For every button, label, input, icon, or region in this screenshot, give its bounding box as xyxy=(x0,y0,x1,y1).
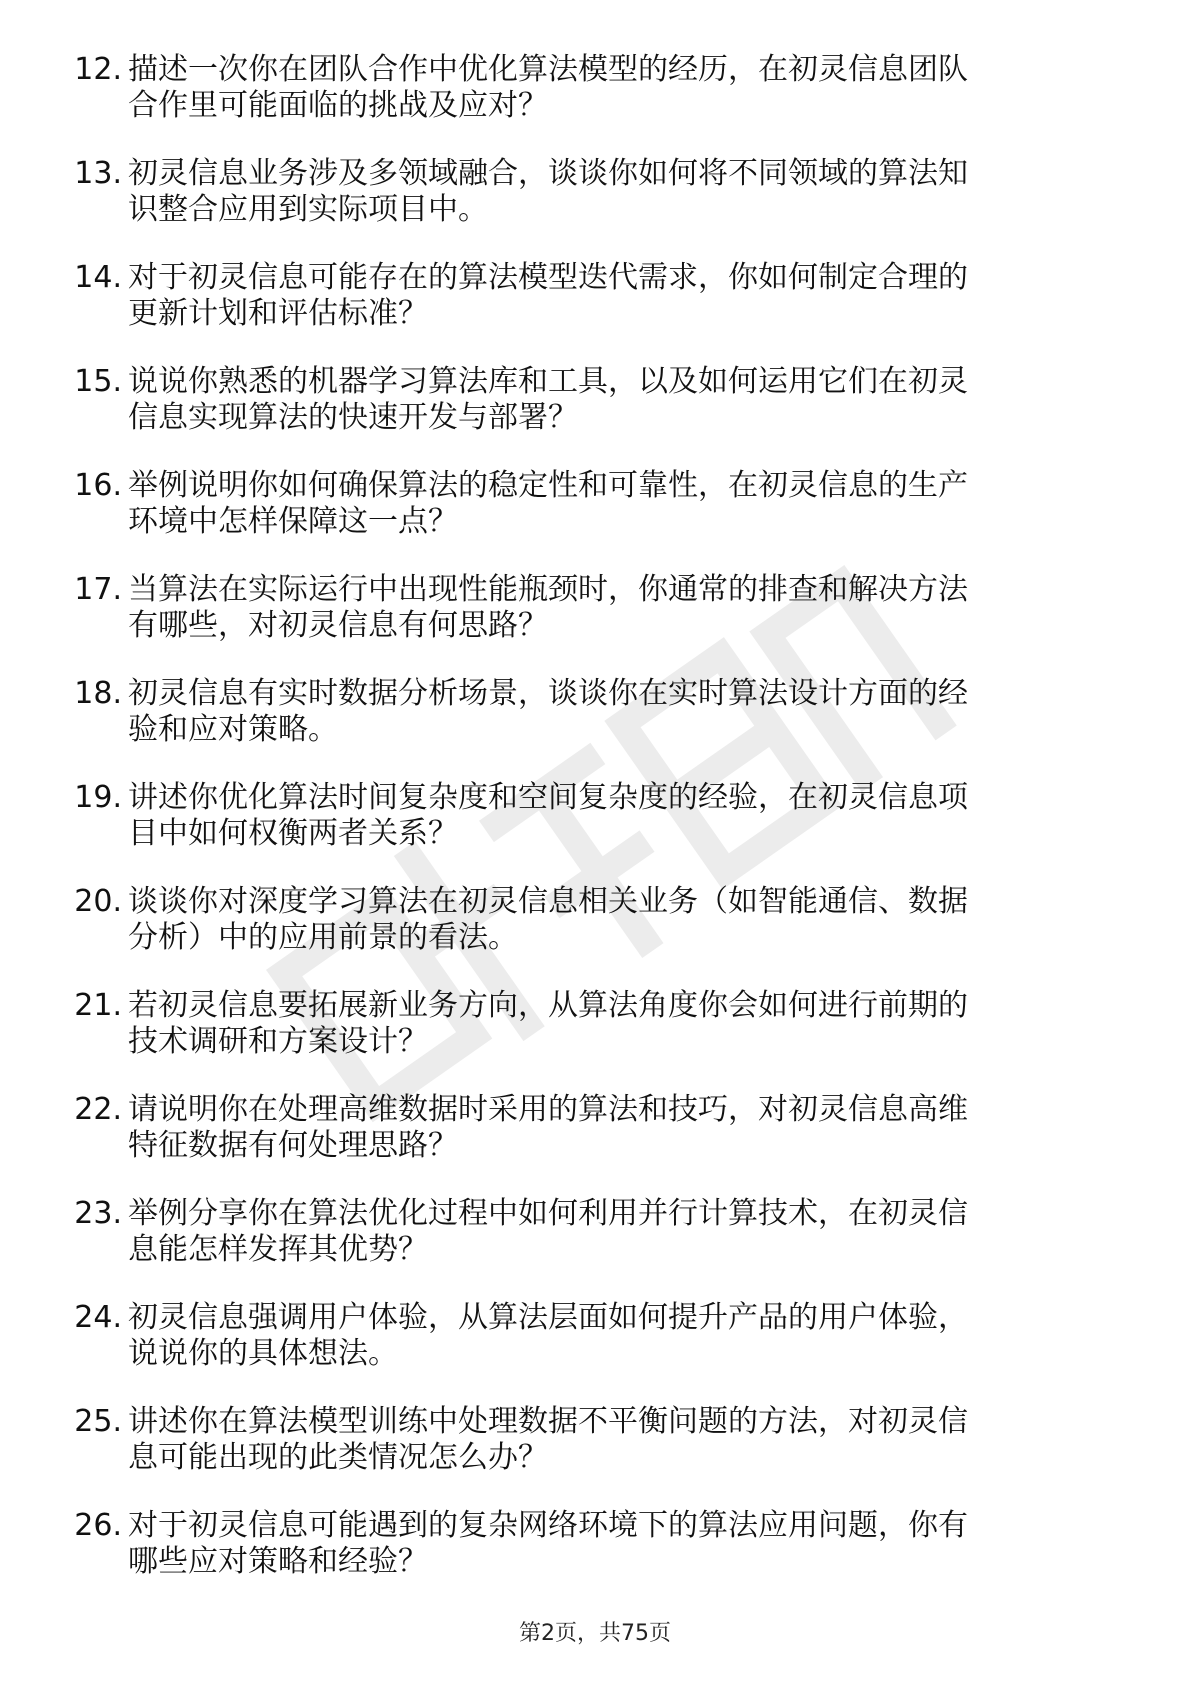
question-line: 初灵信息业务涉及多领域融合，谈谈你如何将不同领域的算法知 xyxy=(128,156,968,191)
question-line: 信息实现算法的快速开发与部署？ xyxy=(128,400,578,435)
list-item xyxy=(0,260,1190,364)
question-number: 12. xyxy=(74,52,122,87)
question-text xyxy=(128,156,1108,228)
list-item xyxy=(0,1300,1190,1404)
question-line: 讲述你优化算法时间复杂度和空间复杂度的经验，在初灵信息项 xyxy=(128,780,968,815)
question-text xyxy=(128,676,1108,748)
list-item xyxy=(0,884,1190,988)
question-line: 分析）中的应用前景的看法。 xyxy=(128,920,518,955)
question-line: 息可能出现的此类情况怎么办？ xyxy=(128,1440,548,1475)
list-item xyxy=(0,676,1190,780)
question-line: 对于初灵信息可能遇到的复杂网络环境下的算法应用问题，你有 xyxy=(128,1508,968,1543)
list-item xyxy=(0,572,1190,676)
question-line: 更新计划和评估标准？ xyxy=(128,296,428,331)
list-item xyxy=(0,780,1190,884)
question-line: 有哪些，对初灵信息有何思路？ xyxy=(128,608,548,643)
question-text xyxy=(128,884,1108,956)
question-line: 特征数据有何处理思路？ xyxy=(128,1128,458,1163)
question-line: 谈谈你对深度学习算法在初灵信息相关业务（如智能通信、数据 xyxy=(128,884,968,919)
question-line: 息能怎样发挥其优势？ xyxy=(128,1232,428,1267)
question-line: 说说你的具体想法。 xyxy=(128,1336,398,1371)
question-number: 15. xyxy=(74,364,122,399)
list-item xyxy=(0,468,1190,572)
question-line: 描述一次你在团队合作中优化算法模型的经历，在初灵信息团队 xyxy=(128,52,968,87)
question-line: 目中如何权衡两者关系？ xyxy=(128,816,458,851)
question-number: 18. xyxy=(74,676,122,711)
list-item xyxy=(0,364,1190,468)
question-line: 举例说明你如何确保算法的稳定性和可靠性，在初灵信息的生产 xyxy=(128,468,968,503)
list-item xyxy=(0,1404,1190,1508)
question-line: 说说你熟悉的机器学习算法库和工具，以及如何运用它们在初灵 xyxy=(128,364,968,399)
question-line: 请说明你在处理高维数据时采用的算法和技巧，对初灵信息高维 xyxy=(128,1092,968,1127)
question-number: 17. xyxy=(74,572,122,607)
question-line: 若初灵信息要拓展新业务方向，从算法角度你会如何进行前期的 xyxy=(128,988,968,1023)
question-line: 初灵信息有实时数据分析场景，谈谈你在实时算法设计方面的经 xyxy=(128,676,968,711)
question-line: 讲述你在算法模型训练中处理数据不平衡问题的方法，对初灵信 xyxy=(128,1404,968,1439)
list-item xyxy=(0,1092,1190,1196)
question-number: 13. xyxy=(74,156,122,191)
question-text xyxy=(128,468,1108,540)
question-number: 14. xyxy=(74,260,122,295)
question-line: 识整合应用到实际项目中。 xyxy=(128,192,488,227)
question-text xyxy=(128,52,1108,124)
question-number: 19. xyxy=(74,780,122,815)
question-text xyxy=(128,1300,1108,1372)
question-number: 24. xyxy=(74,1300,122,1335)
question-number: 20. xyxy=(74,884,122,919)
question-number: 22. xyxy=(74,1092,122,1127)
question-text xyxy=(128,988,1108,1060)
question-line: 环境中怎样保障这一点？ xyxy=(128,504,458,539)
question-line: 合作里可能面临的挑战及应对？ xyxy=(128,88,548,123)
question-text xyxy=(128,260,1108,332)
list-item xyxy=(0,988,1190,1092)
question-number: 21. xyxy=(74,988,122,1023)
question-text xyxy=(128,364,1108,436)
question-text xyxy=(128,1404,1108,1476)
question-line: 当算法在实际运行中出现性能瓶颈时，你通常的排查和解决方法 xyxy=(128,572,968,607)
question-number: 26. xyxy=(74,1508,122,1543)
list-item xyxy=(0,52,1190,156)
question-line: 哪些应对策略和经验？ xyxy=(128,1544,428,1579)
question-number: 23. xyxy=(74,1196,122,1231)
question-line: 技术调研和方案设计？ xyxy=(128,1024,428,1059)
question-number: 16. xyxy=(74,468,122,503)
question-number: 25. xyxy=(74,1404,122,1439)
list-item xyxy=(0,1508,1190,1612)
question-text xyxy=(128,1196,1108,1268)
list-item xyxy=(0,1196,1190,1300)
list-item xyxy=(0,156,1190,260)
question-text xyxy=(128,572,1108,644)
question-text xyxy=(128,1092,1108,1164)
question-text xyxy=(128,1508,1108,1580)
page-footer xyxy=(0,1620,1190,1648)
question-line: 举例分享你在算法优化过程中如何利用并行计算技术，在初灵信 xyxy=(128,1196,968,1231)
page-number: 第2页，共75页 xyxy=(519,1621,671,1646)
question-line: 初灵信息强调用户体验，从算法层面如何提升产品的用户体验， xyxy=(128,1300,968,1335)
question-list xyxy=(0,52,1190,1612)
question-line: 对于初灵信息可能存在的算法模型迭代需求，你如何制定合理的 xyxy=(128,260,968,295)
question-line: 验和应对策略。 xyxy=(128,712,338,747)
question-text xyxy=(128,780,1108,852)
